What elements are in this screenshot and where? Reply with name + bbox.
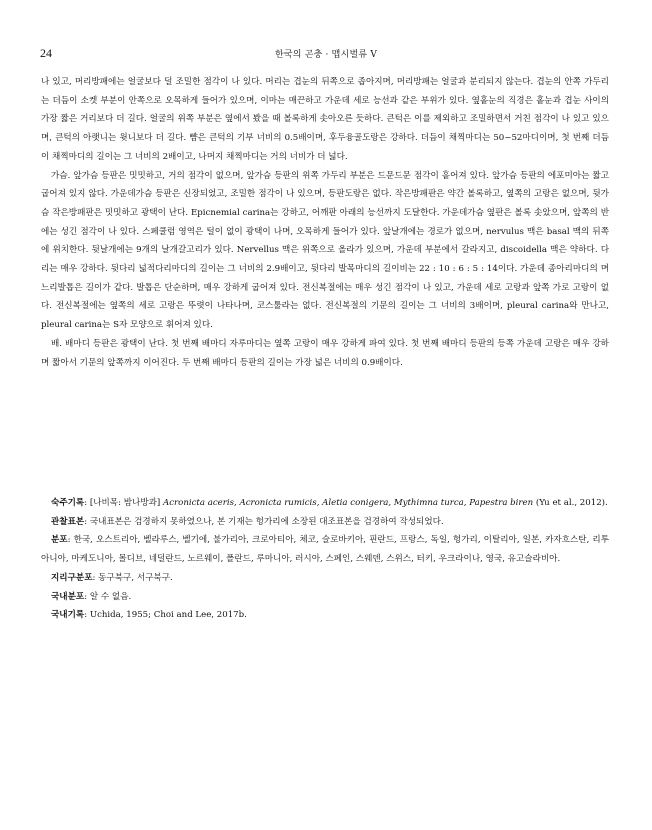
page-header [40,46,612,62]
host-record-suffix: (Yu et al., 2012). [533,498,608,508]
specimens-text: : 국내표본은 검경하지 못하였으나, 본 기재는 헝가리에 소장된 대조표본을 검경하여 작성되었다. [84,516,444,527]
host-record-prefix: : [나비목: 밤나방과] [84,498,164,508]
domestic-label: 국내분포 [51,591,85,602]
host-record [41,494,609,513]
description-body [41,73,609,372]
domestic-rec-text: : Uchida, 1955; Choi and Lee, 2017b. [84,610,247,621]
geo-text: : 동구북구, 서구북구. [92,572,173,583]
domestic-rec-label: 국내기록 [51,610,85,621]
distribution-label: 분포 [51,535,68,546]
specimens-label: 관찰표본 [51,516,85,527]
host-record-species: Acronicta aceris, Acronicta rumicis, Aletia conigera, Mythimna turca, Papestra biren [163,498,534,508]
domestic-records [41,606,609,625]
specimens-examined [41,513,609,532]
thorax-description-paragraph: 가슴. 앞가슴 등판은 밋밋하고, 거의 점각이 없으며, 앞가슴 등판의 위쪽 가두리 부분은 드문드문 점각이 흩어져 있다. 앞가슴 등판의 에포미아는 짧고 굽어져 있지 않다. 가운데가슴 등판은 신장되었고, 조밀한 점각이 나 있으며, 등판도랑은 없다. 작은방패판은 약간 볼록하고, 옆쪽의 고랑은 없으며, 뒷가슴 작은방패판은 밋밋하고 광택이 난다. Epicnemial carina는 강하고, 어깨판 아래의 능선까지 도달한다. 가운데가슴 옆판은 볼록 솟았으며, 앞쪽의 반에는 성긴 점각이 나 있다. 스페쿨럼 영역은 털이 없이 광택이 나며, 오목하게 들어가 있다. 앞날개에는 경로가 없으며, nervulus 맥은 basal 맥의 뒤쪽에 위치한다. 뒷날개에는 9개의 날개갈고리가 있다. Nervellus 맥은 위쪽으로 올라가 있으며, 가운데 부분에서 갈라지고, discoidella 맥은 약하다. 다리는 매우 강하다. 뒷다리 넓적다리마디의 길이는 그 너비의 2.9배이고, 뒷다리 발목마디의 길이비는 22 : 10 : 6 : 5 : 14이다. 가운데 종아리마디의 며느리발톱은 길이가 같다. 발톱은 단순하며, 매우 강하게 굽어져 있다. 전신복절에는 매우 성긴 점각이 나 있고, 가운데 세로 고랑과 앞쪽 가로 고랑이 없다. 전신복절에는 옆쪽의 세로 고랑은 뚜렷이 나타나며, 코스툴라는 없다. 전신복절의 기문의 길이는 그 너비의 3배이며, pleural carina와 만나고, pleural carina는 S자 모양으로 휘어져 있다. [41,170,609,331]
host-record-label: 숙주기록 [51,498,85,508]
running-title: 한국의 곤충 · 맵시벌류 V [274,50,378,60]
abdomen-description-paragraph: 배. 배마디 등판은 광택이 난다. 첫 번째 배마디 자루마디는 옆쪽 고랑이 매우 강하게 파여 있다. 첫 번째 배마디 등판의 등쪽 가운데 고랑은 매우 강하며 짧아서 기문의 앞쪽까지 이어진다. 두 번째 배마디 등판의 길이는 가장 넓은 너비의 0.9배이다. [41,338,609,368]
zoogeographic-distribution [41,569,609,588]
geo-label: 지리구분포 [51,572,93,583]
records-section [41,494,609,625]
distribution-text: : 한국, 오스트리아, 벨라루스, 벨기에, 불가리아, 크로아티아, 체코, 슬로바키아, 핀란드, 프랑스, 독일, 헝가리, 이탈리아, 일본, 카자흐스탄, 리투아니아, 마케도니아, 몰디브, 네덜란드, 노르웨이, 폴란드, 루마니아, 러시아, 스페인, 스웨덴, 스위스, 터키, 우크라이나, 영국, 유고슬라비아. [41,535,609,565]
head-description-paragraph: 나 있고, 머리방패에는 얼굴보다 덜 조밀한 점각이 나 있다. 머리는 겹눈의 뒤쪽으로 좁아지며, 머리방패는 얼굴과 분리되지 않는다. 겹눈의 안쪽 가두리는 더듬이 소켓 부분이 안쪽으로 오목하게 들어가 있으며, 이마는 매끈하고 가운데 세로 능선과 같은 부위가 있다. 옆홑눈의 직경은 홑눈과 겹눈 사이의 가장 짧은 거리보다 더 길다. 얼굴의 위쪽 부분은 옆에서 봤을 때 볼록하게 솟아오른 듯하다. 큰턱은 이를 제외하고 조밀하면서 거친 점각이 나 있고 있으며, 큰턱의 아랫니는 윗니보다 더 길다. 뺨은 큰턱의 기부 너비의 0.5배이며, 후두융골도랑은 강하다. 더듬이 채찍마디는 50~52마디이며, 첫 번째 더듬이 채찍마디의 길이는 그 너비의 2배이고, 나머지 채찍마디는 거의 너비가 더 넓다. [41,77,609,162]
page-number: 24 [40,46,52,60]
domestic-text: : 알 수 없음. [84,591,132,602]
distribution [41,531,609,568]
domestic-distribution [41,588,609,607]
